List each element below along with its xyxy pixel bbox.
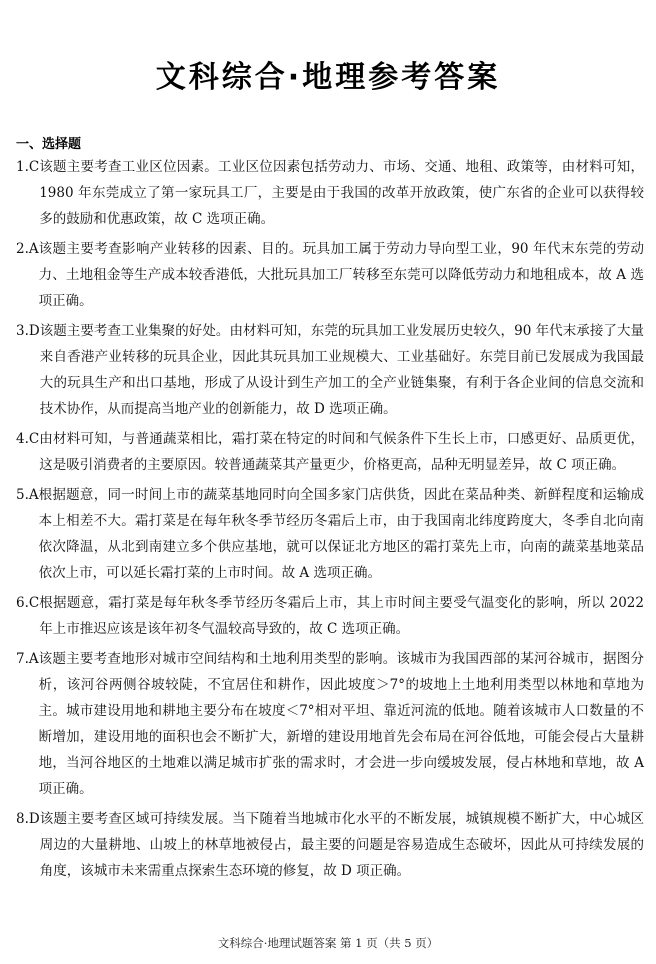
page-title: 文科综合·地理参考答案	[155, 60, 501, 95]
answer-number: 6.C	[16, 595, 40, 611]
answer-item-5	[16, 482, 644, 586]
answer-item-2	[16, 236, 644, 314]
answer-number: 5.A	[16, 487, 39, 503]
answer-item-8	[16, 806, 644, 884]
answer-explanation: 该题主要考查工业区位因素。工业区位因素包括劳动力、市场、交通、地租、政策等，由材料可知，1980 年东莞成立了第一家玩具工厂，主要是由于我国的改革开放政策，使广东省的企业可以获得较多的鼓励和优惠政策，故 C 选项正确。	[39, 159, 644, 227]
page-footer: 文科综合·地理试题答案 第 1 页（共 5 页）	[217, 936, 439, 950]
answer-item-1	[16, 154, 644, 232]
answer-number: 2.A	[16, 241, 39, 257]
answer-number: 1.C	[16, 159, 40, 175]
answer-explanation: 该题主要考查地形对城市空间结构和土地利用类型的影响。该城市为我国西部的某河谷城市，据图分析，该河谷两侧谷坡较陡，不宜居住和耕作，因此坡度＞7°的坡地上土地利用类型以林地和草地为主。城市建设用地和耕地主要分布在坡度＜7°相对平坦、靠近河流的低地。随着该城市人口数量的不断增加，建设用地的面积也会不断扩大，新增的建设用地首先会布局在河谷低地，可能会侵占大量耕地，当河谷地区的土地难以满足城市扩张的需求时，才会进一步向缓坡发展，侵占林地和草地，故 A 项正确。	[38, 651, 644, 797]
answer-explanation: 根据题意，同一时间上市的蔬菜基地同时向全国多家门店供货，因此在菜品种类、新鲜程度和运输成本上相差不大。霜打菜是在每年秋冬季节经历冬霜后上市，由于我国南北纬度跨度大，冬季自北向南依次降温，从北到南建立多个供应基地，就可以保证北方地区的霜打菜先上市，向南的蔬菜基地菜品依次上市，可以延长霜打菜的上市时间。故 A 选项正确。	[38, 487, 644, 581]
answer-item-6	[16, 590, 644, 642]
answer-item-7	[16, 646, 644, 802]
answer-item-4	[16, 426, 644, 478]
answer-number: 3.D	[16, 323, 40, 339]
answer-explanation: 该题主要考查影响产业转移的因素、目的。玩具加工属于劳动力导向型工业，90 年代末东莞的劳动力、土地租金等生产成本较香港低，大批玩具加工厂转移至东莞可以降低劳动力和地租成本，故 A 选项正确。	[38, 241, 644, 309]
answer-explanation: 根据题意，霜打菜是每年秋冬季节经历冬霜后上市，其上市时间主要受气温变化的影响，所以 2022 年上市推迟应该是该年初冬气温较高导致的，故 C 选项正确。	[39, 595, 644, 637]
answer-explanation: 该题主要考查工业集聚的好处。由材料可知，东莞的玩具加工业发展历史较久，90 年代末承接了大量来自香港产业转移的玩具企业，因此其玩具加工业规模大、工业基础好。东莞目前已发展成为我国最大的玩具生产和出口基地，形成了从设计到生产加工的全产业链集聚，有利于各企业间的信息交流和技术协作，从而提高当地产业的创新能力，故 D 选项正确。	[39, 323, 644, 417]
answer-list	[16, 154, 644, 888]
answer-number: 7.A	[16, 651, 39, 667]
answer-item-3	[16, 318, 644, 422]
answer-number: 8.D	[16, 811, 40, 827]
answer-explanation: 该题主要考查区域可持续发展。当下随着当地城市化水平的不断发展，城镇规模不断扩大，中心城区周边的大量耕地、山坡上的林草地被侵占，最主要的问题是容易造成生态破坏，因此从可持续发展的角度，该城市未来需重点探索生态环境的修复，故 D 项正确。	[39, 811, 644, 879]
section-heading: 一、选择题	[16, 137, 82, 152]
answer-explanation: 由材料可知，与普通蔬菜相比，霜打菜在特定的时间和气候条件下生长上市，口感更好、品质更优，这是吸引消费者的主要原因。较普通蔬菜其产量更少，价格更高，品种无明显差异，故 C 项正确。	[39, 431, 644, 473]
answer-number: 4.C	[16, 431, 40, 447]
